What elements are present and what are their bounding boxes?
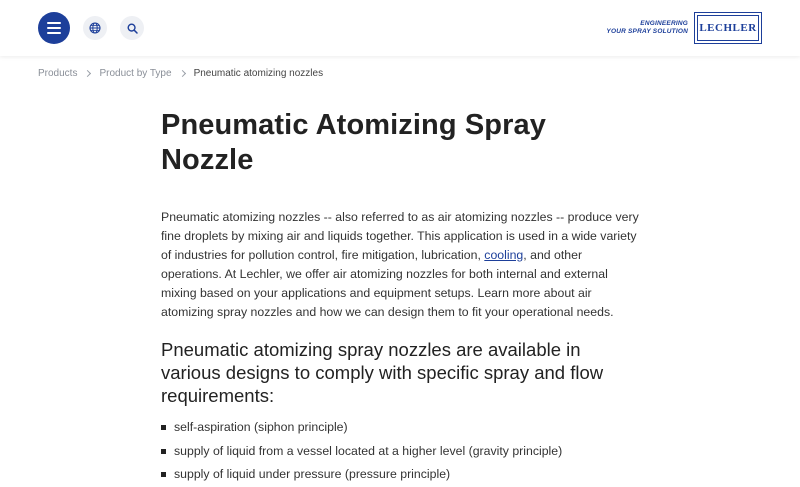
intro-text-end: , and other operations. At Lechler, we offer air atomizing nozzles for both internal and external mixing based on your applications and equipment setups. Learn more about air atomizing spray nozzles and how we can design them to fit your operational needs. <box>161 248 614 319</box>
lechler-logo[interactable] <box>694 12 762 44</box>
section-subheading: Pneumatic atomizing spray nozzles are available in various designs to comply with specific spray and flow requirements: <box>161 339 604 406</box>
globe-icon <box>89 22 101 34</box>
tagline-line-1: ENGINEERING <box>640 20 688 27</box>
logo-text: LECHLER <box>697 15 759 41</box>
search-icon <box>127 23 138 34</box>
site-header <box>0 0 800 56</box>
hamburger-icon-bar <box>47 32 61 34</box>
list-item <box>161 416 641 440</box>
design-list <box>161 416 641 487</box>
list-item-text: supply of liquid under pressure (pressure principle) <box>174 467 451 481</box>
brand[interactable] <box>606 12 762 44</box>
main-content <box>161 108 641 487</box>
page-title <box>161 108 641 178</box>
brand-tagline <box>606 20 688 36</box>
square-bullet-icon <box>161 425 166 430</box>
language-button[interactable] <box>83 16 107 40</box>
breadcrumb-products[interactable]: Products <box>38 67 78 79</box>
square-bullet-icon <box>161 449 166 454</box>
square-bullet-icon <box>161 472 166 477</box>
page-title-line-1: Pneumatic Atomizing Spray <box>161 109 546 141</box>
tagline-line-2: YOUR SPRAY SOLUTION <box>606 28 688 35</box>
breadcrumb <box>38 66 323 80</box>
list-item <box>161 463 641 487</box>
cooling-link[interactable]: cooling <box>484 248 524 262</box>
search-button[interactable] <box>120 16 144 40</box>
intro-paragraph <box>161 208 641 322</box>
menu-button[interactable] <box>38 12 70 44</box>
intro-text-start: Pneumatic atomizing nozzles -- also referred to as air atomizing nozzles -- produce very fine droplets by mixing air and liquids together. This application is used in a wide variety of industries for pollution control, fire mitigation, lubrication, <box>161 210 639 262</box>
chevron-right-icon <box>179 69 186 76</box>
breadcrumb-product-by-type[interactable]: Product by Type <box>99 67 172 79</box>
hamburger-icon <box>47 22 61 24</box>
list-item <box>161 440 641 464</box>
chevron-right-icon <box>84 69 91 76</box>
hamburger-icon-bar <box>47 27 61 29</box>
page-title-line-2: Nozzle <box>161 144 254 176</box>
list-item-text: supply of liquid from a vessel located at a higher level (gravity principle) <box>174 443 563 458</box>
breadcrumb-current: Pneumatic atomizing nozzles <box>193 67 324 79</box>
list-item-text: self-aspiration (siphon principle) <box>174 420 348 434</box>
